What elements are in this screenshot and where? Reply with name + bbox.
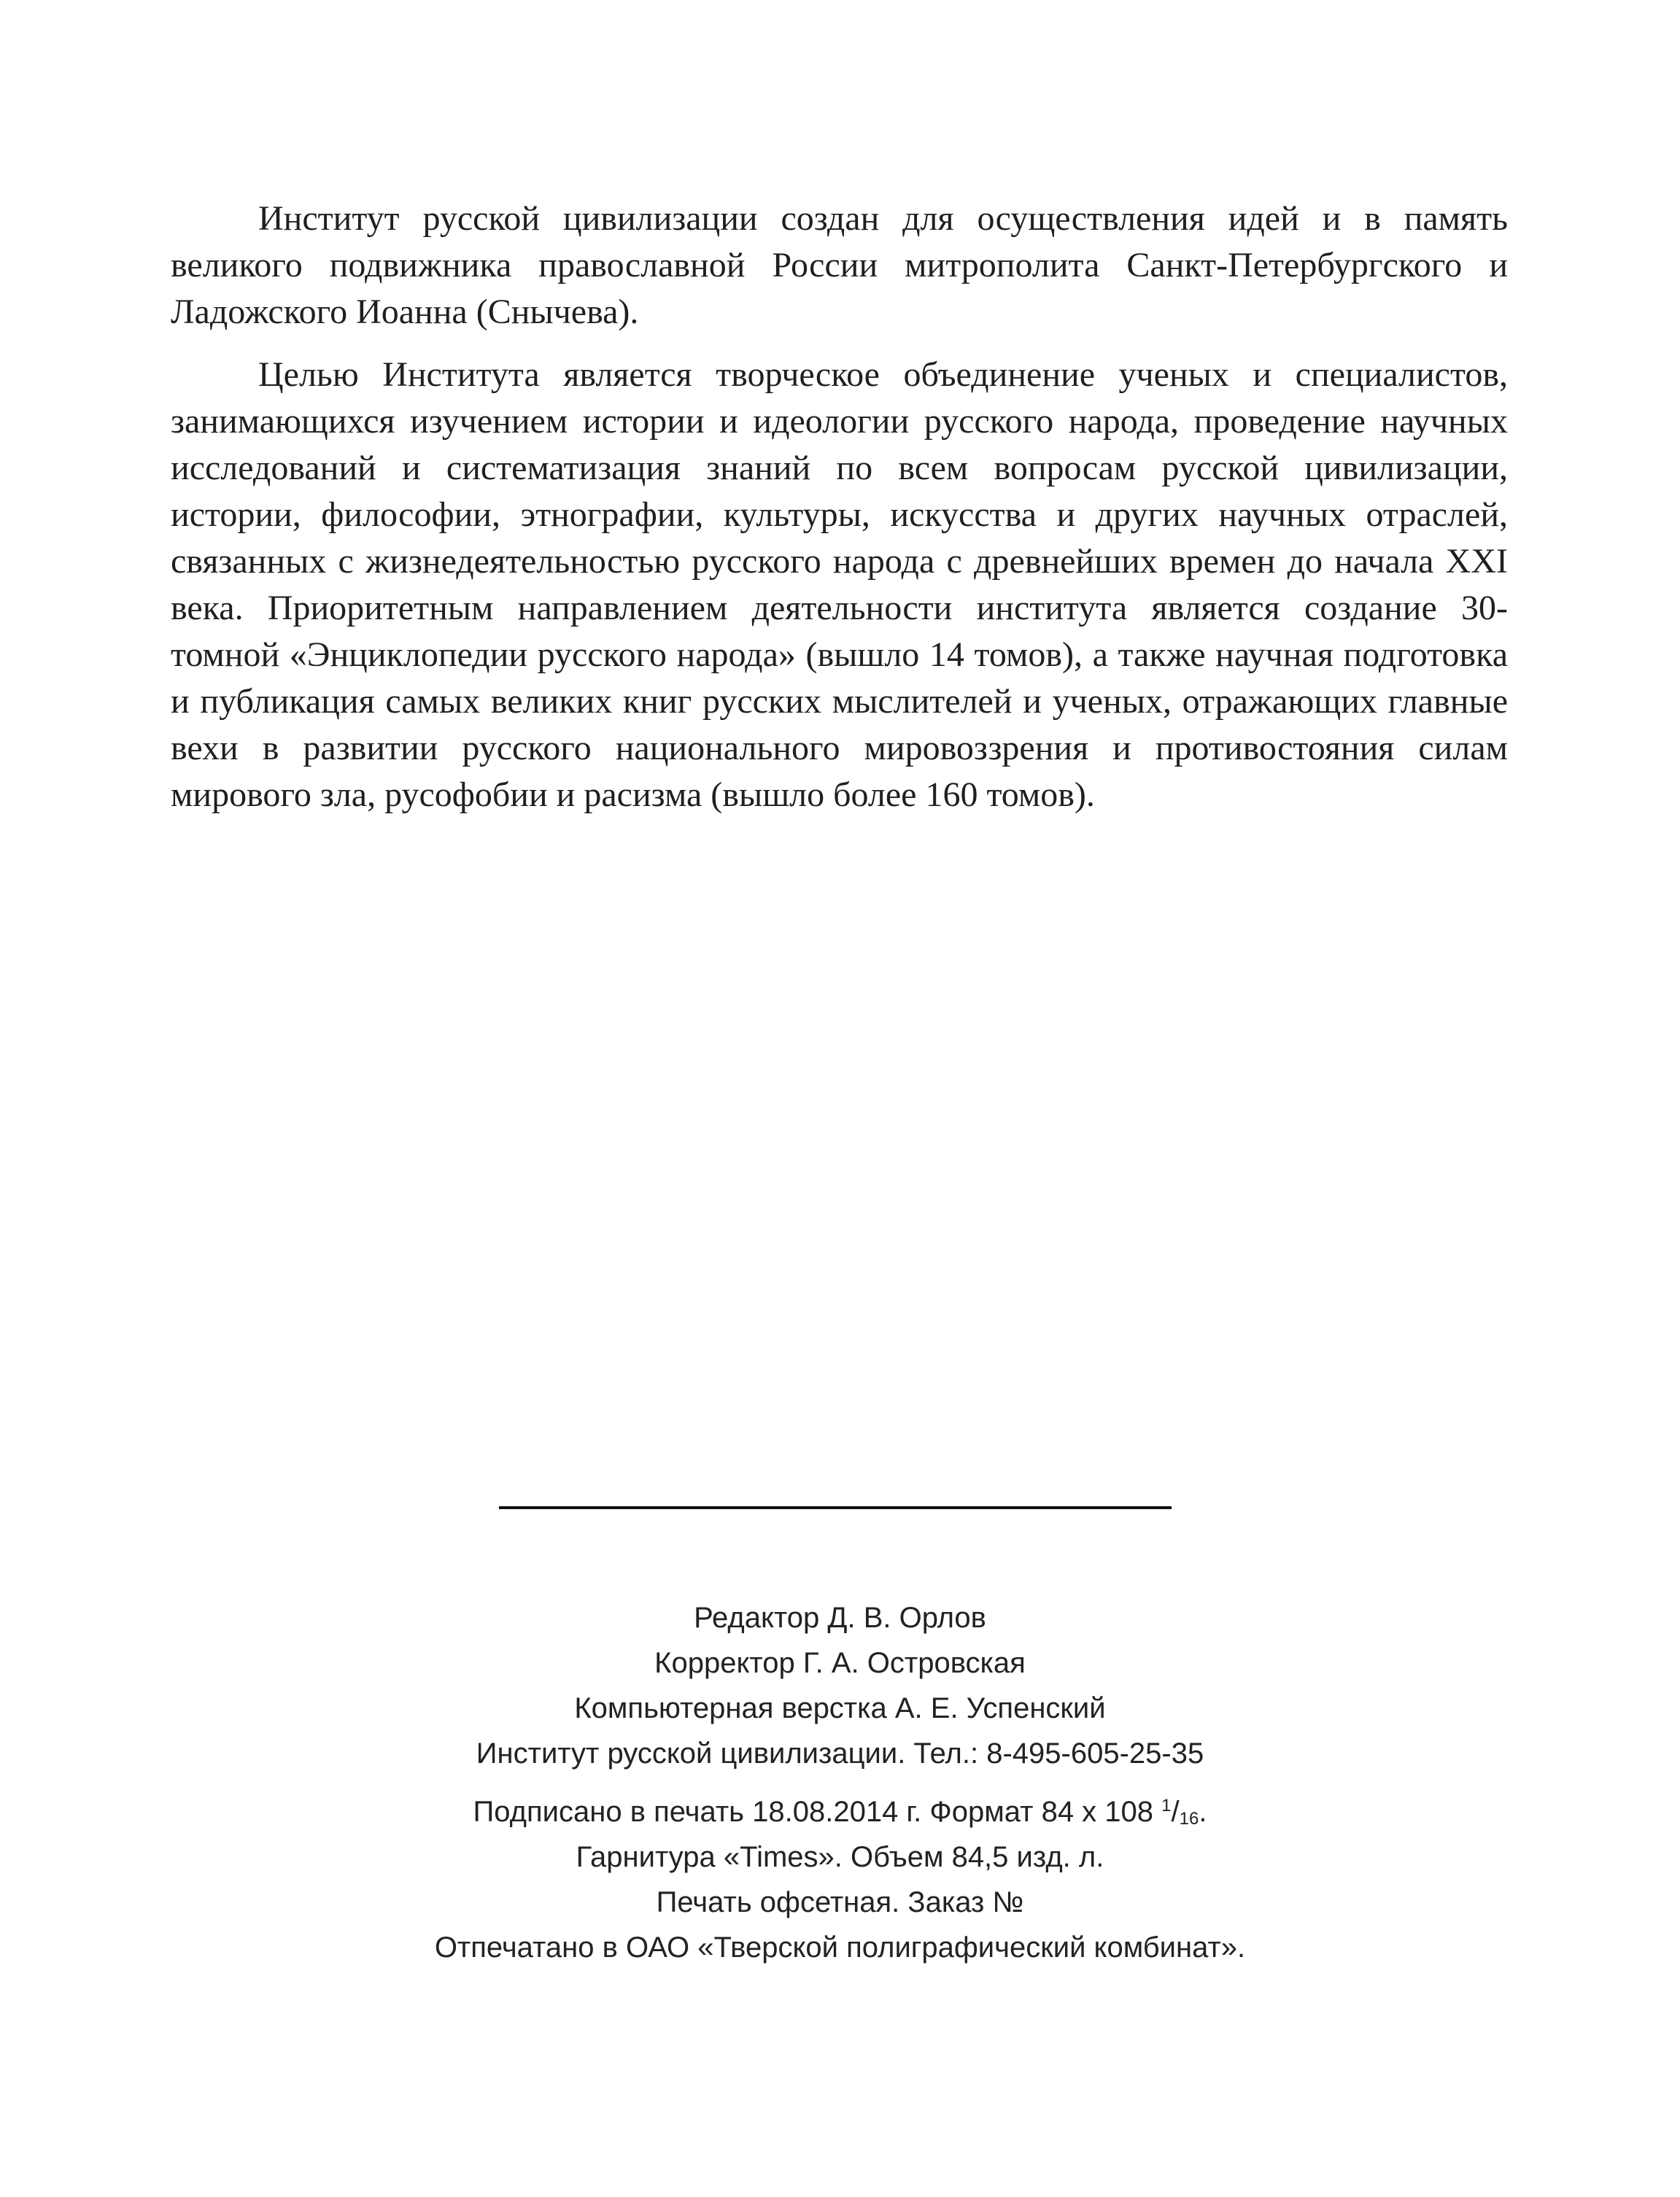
format-numerator: 1 (1161, 1796, 1172, 1816)
format-fraction (1161, 1796, 1199, 1828)
publisher-line: Институт русской цивилизации. Тел.: 8-495-605-25-35 (476, 1737, 1204, 1770)
imprint-credits (0, 1595, 1680, 1776)
format-denominator: 16 (1179, 1809, 1199, 1829)
signed-to-print-line (0, 1789, 1680, 1834)
editor-line: Редактор Д. В. Орлов (694, 1602, 986, 1634)
imprint-print-info (0, 1789, 1680, 1970)
typeface-line: Гарнитура «Times». Объем 84,5 изд. л. (576, 1841, 1104, 1873)
paragraph-institute-goals: Целью Института является творческое объединение ученых и специалистов, занимающихся изучением истории и идеологии русского народа, проведение научных исследований и систематизация знаний по всем вопросам русской цивилизации, истории, философии, этнографии, культуры, искусства и других научных отраслей, связанных с жизнедеятельностью русского народа с древнейших времен до начала XXI века. Приоритетным направлением деятельности института является создание 30-томной «Энциклопедии русского народа» (вышло 14 томов), а также научная подготовка и публикация самых великих книг русских мыслителей и ученых, отражающих главные вехи в развитии русского национального мировоззрения и противостояния силам мирового зла, русофобии и расизма (вышло более 160 томов). (171, 355, 1508, 814)
separator-rule (499, 1506, 1172, 1509)
proofreader-line: Корректор Г. А. Островская (654, 1647, 1026, 1679)
printed-at-line: Отпечатано в ОАО «Тверской полиграфический комбинат». (434, 1931, 1246, 1964)
paragraph-institute-founding: Институт русской цивилизации создан для осуществления идей и в память великого подвижника православной России митрополита Санкт-Петербургского и Ладожского Иоанна (Снычева). (171, 199, 1508, 331)
order-line: Печать офсетная. Заказ № (656, 1886, 1024, 1918)
signed-prefix: Подписано в печать 18.08.2014 г. Формат 84 х 108 (473, 1796, 1162, 1828)
format-slash: / (1171, 1796, 1180, 1828)
main-text (171, 195, 1508, 834)
signed-suffix: . (1199, 1796, 1207, 1828)
layout-line: Компьютерная верстка А. Е. Успенский (574, 1692, 1106, 1724)
